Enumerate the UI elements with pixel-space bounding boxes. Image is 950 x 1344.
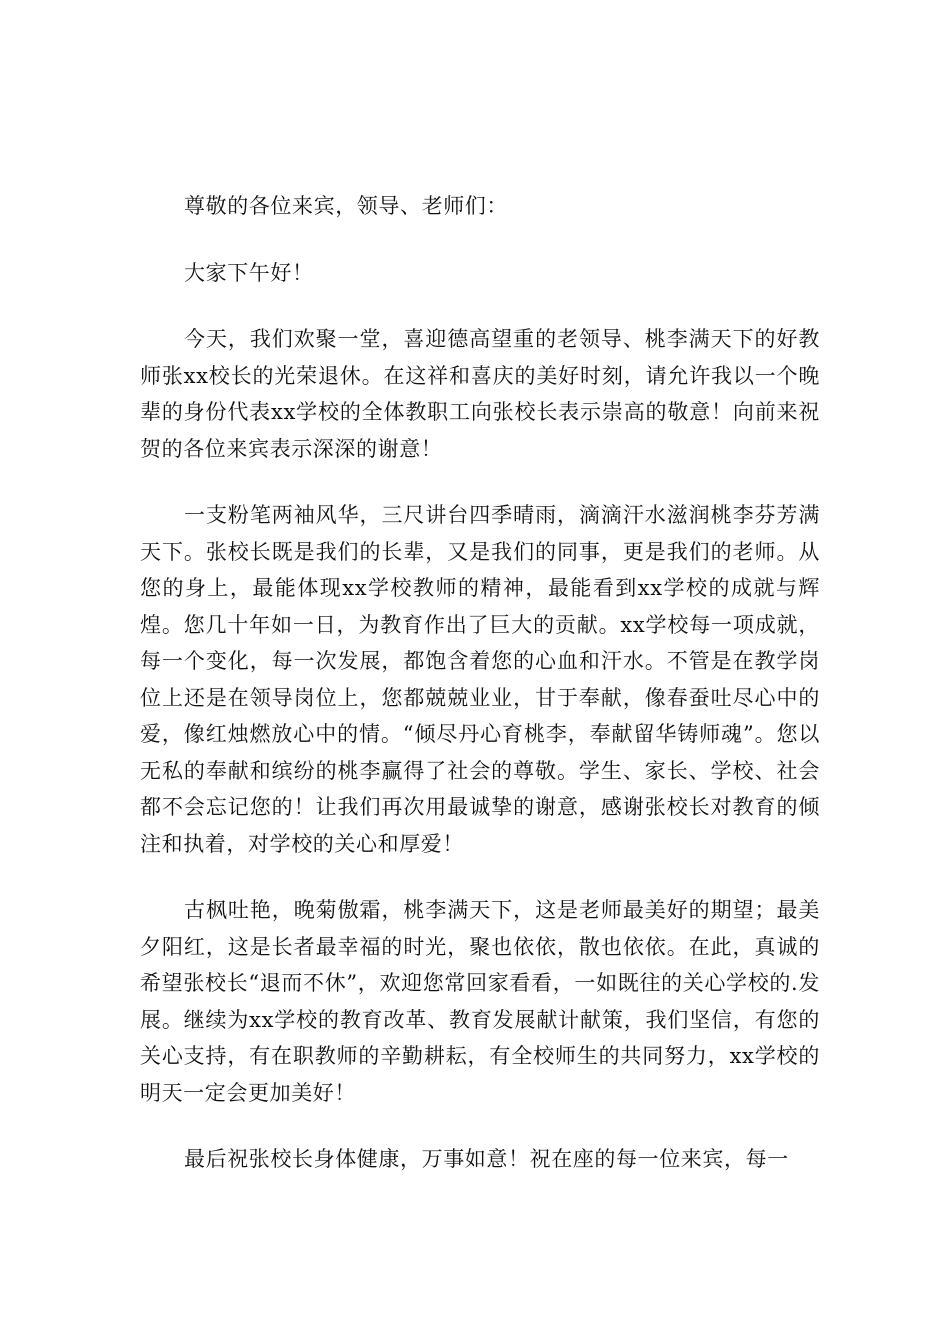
paragraph-closing: 最后祝张校长身体健康，万事如意！祝在座的每一位来宾，每一 <box>184 1147 789 1171</box>
paragraph-tribute: 一支粉笔两袖风华，三尺讲台四季晴雨，滴滴汗水滋润桃李芬芳满天下。张校长既是我们的长辈，又是我们的同事，更是我们的老师。从您的身上，最能体现xx学校教师的精神，最能看到xx学校的成就与辉煌。您几十年如一日，为教育作出了巨大的贡献。xx学校每一项成就，每一个变化，每一次发展，都饱含着您的心血和汗水。不管是在教学岗位上还是在领导岗位上，您都兢兢业业，甘于奉献，像春蚕吐尽心中的爱，像红烛燃放心中的情。“倾尽丹心育桃李，奉献留华铸师魂”。您以无私的奉献和缤纷的桃李赢得了社会的尊敬。学生、家长、学校、社会都不会忘记您的！让我们再次用最诚挚的谢意，感谢张校长对教育的倾注和执着，对学校的关心和厚爱！ <box>140 503 820 856</box>
document-body <box>140 188 820 1208</box>
greeting: 大家下午好！ <box>184 260 314 285</box>
paragraph-welcome: 今天，我们欢聚一堂，喜迎德高望重的老领导、桃李满天下的好教师张xx校长的光荣退休。在这祥和喜庆的美好时刻，请允许我以一个晚辈的身份代表xx学校的全体教职工向张校长表示崇高的敬意！向前来祝贺的各位来宾表示深深的谢意！ <box>140 327 820 461</box>
paragraph-wishes: 古枫吐艳，晚菊傲霜，桃李满天下，这是老师最美好的期望；最美夕阳红，这是长者最幸福的时光，聚也依依，散也依依。在此，真诚的希望张校长“退而不休”，欢迎您常回家看看，一如既往的关心学校的.发展。继续为xx学校的教育改革、教育发展献计献策，我们坚信，有您的关心支持，有在职教师的辛勤耕耘，有全校师生的共同努力，xx学校的明天一定会更加美好！ <box>140 898 820 1105</box>
salutation: 尊敬的各位来宾，领导、老师们： <box>184 194 508 218</box>
